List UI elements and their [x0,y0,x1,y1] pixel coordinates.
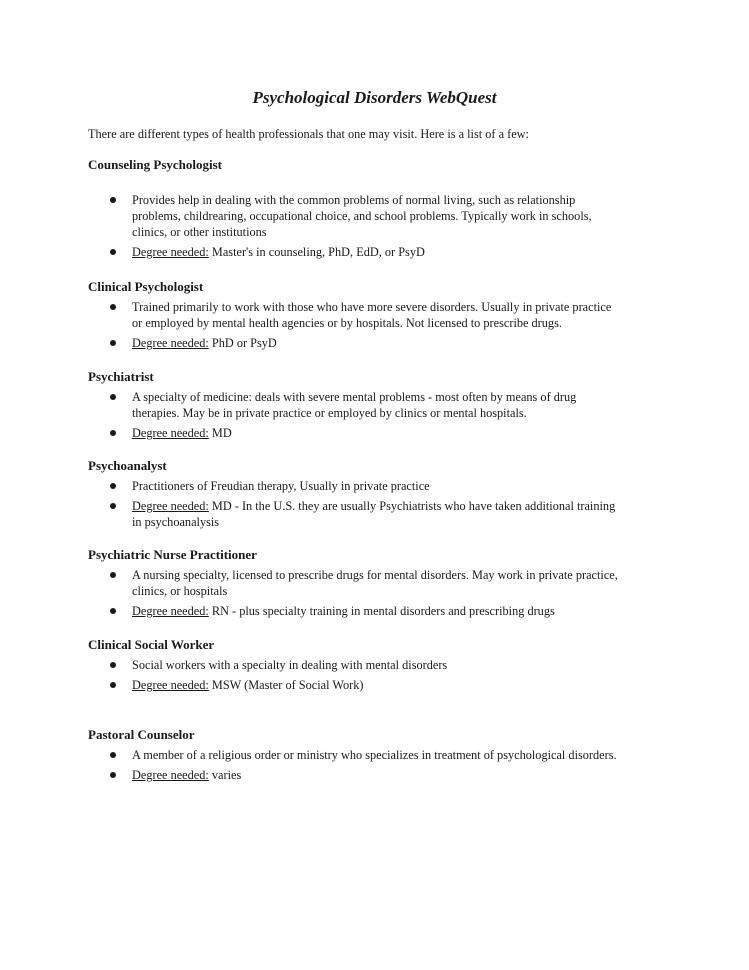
bullet-icon [110,430,116,436]
description-item [88,299,668,331]
section-counseling-psychologist [88,157,668,260]
bullet-icon [110,608,116,614]
degree-item [88,244,668,260]
degree-item [88,498,668,530]
description-line: therapies. May be in private practice or employed by clinics or mental hospitals. [132,406,527,420]
degree-label: Degree needed: [132,336,209,350]
section-heading: Psychoanalyst [88,458,167,473]
description-item [88,389,668,421]
section-clinical-psychologist [88,279,668,351]
degree-label: Degree needed: [132,604,209,618]
section-heading: Psychiatric Nurse Practitioner [88,547,257,562]
degree-label: Degree needed: [132,426,209,440]
bullet-list [88,747,668,783]
degree-item [88,767,668,783]
bullet-list [88,299,668,351]
description-item [88,567,668,599]
page-title: Psychological Disorders WebQuest [252,88,497,107]
bullet-icon [110,394,116,400]
bullet-icon [110,503,116,509]
section-psychoanalyst [88,458,668,530]
bullet-icon [110,304,116,310]
section-psychiatric-nurse-practitioner [88,547,668,619]
degree-label: Degree needed: [132,499,209,513]
bullet-icon [110,572,116,578]
section-heading: Clinical Psychologist [88,279,204,294]
degree-value: MD - In the U.S. they are usually Psychiatrists who have taken additional training [211,499,616,513]
section-clinical-social-worker [88,637,668,693]
description-line: Provides help in dealing with the common problems of normal living, such as relationship [132,193,576,207]
degree-value: PhD or PsyD [211,336,277,350]
degree-label: Degree needed: [132,678,209,692]
degree-item [88,603,668,619]
degree-item [88,425,668,441]
degree-label: Degree needed: [132,245,209,259]
description-line: Social workers with a specialty in dealing with mental disorders [132,658,448,672]
description-line: Trained primarily to work with those who have more severe disorders. Usually in private practice [132,300,612,314]
description-line: problems, childrearing, occupational choice, and school problems. Typically work in schools, [132,209,592,223]
degree-item [88,677,668,693]
degree-value: RN - plus specialty training in mental disorders and prescribing drugs [211,604,555,618]
bullet-icon [110,662,116,668]
description-item [88,478,668,494]
intro-text: There are different types of health professionals that one may visit. Here is a list of a few: [88,127,529,141]
section-pastoral-counselor [88,727,668,783]
bullet-icon [110,249,116,255]
section-heading: Psychiatrist [88,369,154,384]
bullet-icon [110,752,116,758]
degree-label: Degree needed: [132,768,209,782]
bullet-icon [110,340,116,346]
description-item [88,192,668,240]
section-heading: Clinical Social Worker [88,637,215,652]
degree-item [88,335,668,351]
description-line: A member of a religious order or ministry who specializes in treatment of psychological disorders. [132,748,617,762]
bullet-list [88,389,668,441]
degree-value: MD [211,426,232,440]
degree-value: varies [211,768,242,782]
section-heading: Counseling Psychologist [88,157,222,172]
degree-value: MSW (Master of Social Work) [211,678,364,692]
description-item [88,747,668,763]
bullet-icon [110,483,116,489]
section-psychiatrist [88,369,668,441]
section-heading: Pastoral Counselor [88,727,195,742]
bullet-icon [110,682,116,688]
description-line: A nursing specialty, licensed to prescribe drugs for mental disorders. May work in private practice, [132,568,618,582]
bullet-icon [110,772,116,778]
description-line: clinics, or hospitals [132,584,228,598]
degree-value-continued: in psychoanalysis [132,515,220,529]
description-line: or employed by mental health agencies or by hospitals. Not licensed to prescribe drugs. [132,316,562,330]
bullet-list [88,478,668,530]
description-item [88,657,668,673]
bullet-icon [110,197,116,203]
bullet-list [88,567,668,619]
bullet-list [88,192,668,260]
description-line: clinics, or other institutions [132,225,267,239]
description-line: Practitioners of Freudian therapy, Usually in private practice [132,479,430,493]
bullet-list [88,657,668,693]
degree-value: Master's in counseling, PhD, EdD, or PsyD [211,245,425,259]
description-line: A specialty of medicine: deals with severe mental problems - most often by means of drug [132,390,577,404]
